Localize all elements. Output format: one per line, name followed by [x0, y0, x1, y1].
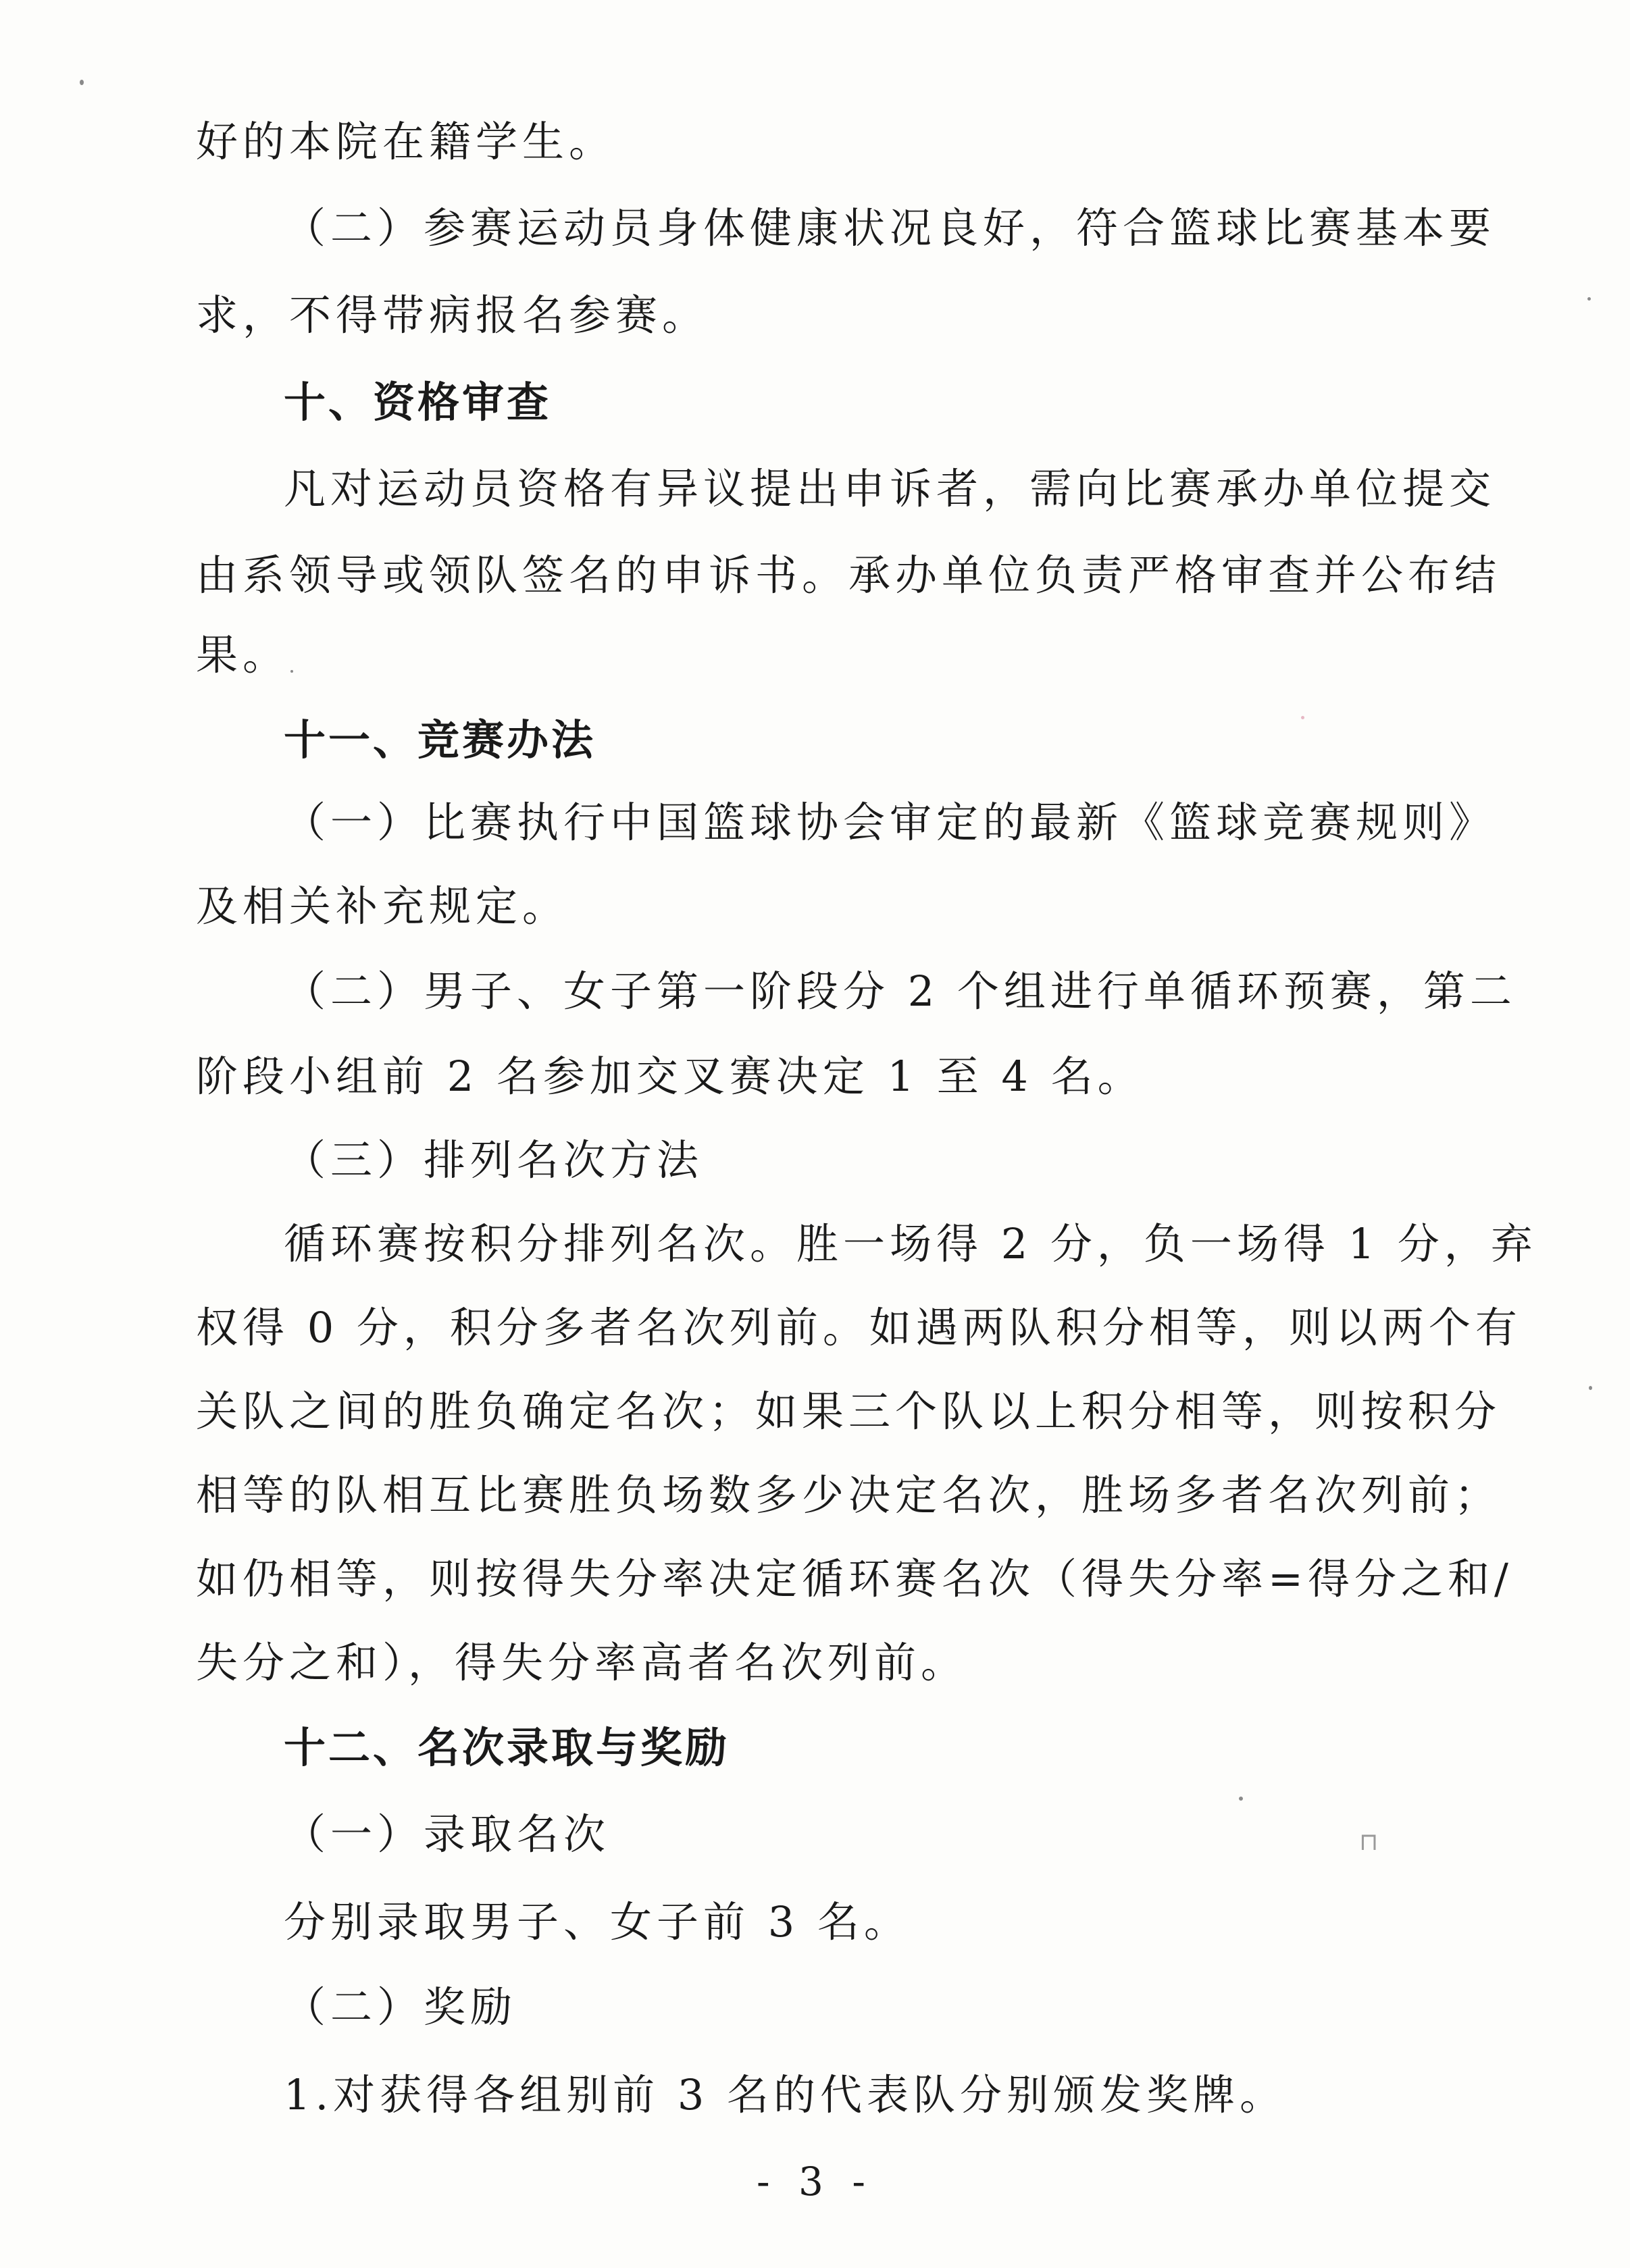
paragraph-line-18: 1.对获得各组别前 3 名的代表队分别颁发奖牌。: [284, 2070, 1287, 2119]
scan-speck: [290, 670, 293, 673]
section-heading-qualification-review: 十、资格审查: [284, 378, 552, 427]
scan-mark-icon: ⊓: [1359, 1828, 1379, 1856]
scan-speck: [1239, 1797, 1243, 1801]
paragraph-line-8: 及相关补充规定。: [196, 881, 569, 931]
subheading-ranking-method: （三）排列名次方法: [284, 1135, 704, 1185]
paragraph-line-3: 求，不得带病报名参赛。: [196, 290, 709, 340]
paragraph-line-12: 权得 0 分，积分多者名次列前。如遇两队积分相等，则以两个有: [196, 1303, 1522, 1352]
paragraph-line-15: 如仍相等，则按得失分率决定循环赛名次（得失分率=得分之和/: [196, 1554, 1513, 1603]
paragraph-line-9: （二）男子、女子第一阶段分 2 个组进行单循环预赛，第二: [284, 967, 1517, 1016]
paragraph-line-6: 果。: [196, 630, 290, 679]
section-heading-competition-method: 十一、竞赛办法: [284, 715, 596, 765]
paragraph-line-4: 凡对运动员资格有异议提出申诉者，需向比赛承办单位提交: [284, 464, 1496, 513]
section-heading-ranking-and-awards: 十二、名次录取与奖励: [284, 1723, 730, 1772]
paragraph-line-10: 阶段小组前 2 名参加交叉赛决定 1 至 4 名。: [196, 1052, 1144, 1101]
subheading-ranking-admission: （一）录取名次: [284, 1809, 611, 1859]
paragraph-line-5: 由系领导或领队签名的申诉书。承办单位负责严格审查并公布结: [196, 550, 1502, 600]
paragraph-line-11: 循环赛按积分排列名次。胜一场得 2 分，负一场得 1 分，弃: [284, 1219, 1537, 1268]
paragraph-line-2: （二）参赛运动员身体健康状况良好，符合篮球比赛基本要: [284, 203, 1496, 253]
scan-speck: [1301, 716, 1304, 719]
scan-speck: [1589, 1386, 1592, 1390]
page-number: - 3 -: [757, 2159, 873, 2205]
paragraph-line-14: 相等的队相互比赛胜负场数多少决定名次，胜场多者名次列前；: [196, 1470, 1502, 1520]
paragraph-line-1: 好的本院在籍学生。: [196, 117, 616, 166]
scan-speck: [80, 80, 84, 85]
scan-speck: [1587, 297, 1591, 301]
paragraph-line-7: （一）比赛执行中国篮球协会审定的最新《篮球竞赛规则》: [284, 798, 1496, 847]
subheading-awards: （二）奖励: [284, 1982, 517, 2032]
paragraph-line-17: 分别录取男子、女子前 3 名。: [284, 1897, 911, 1947]
paragraph-line-16: 失分之和），得失分率高者名次列前。: [196, 1638, 968, 1687]
paragraph-line-13: 关队之间的胜负确定名次；如果三个队以上积分相等，则按积分: [196, 1387, 1502, 1436]
